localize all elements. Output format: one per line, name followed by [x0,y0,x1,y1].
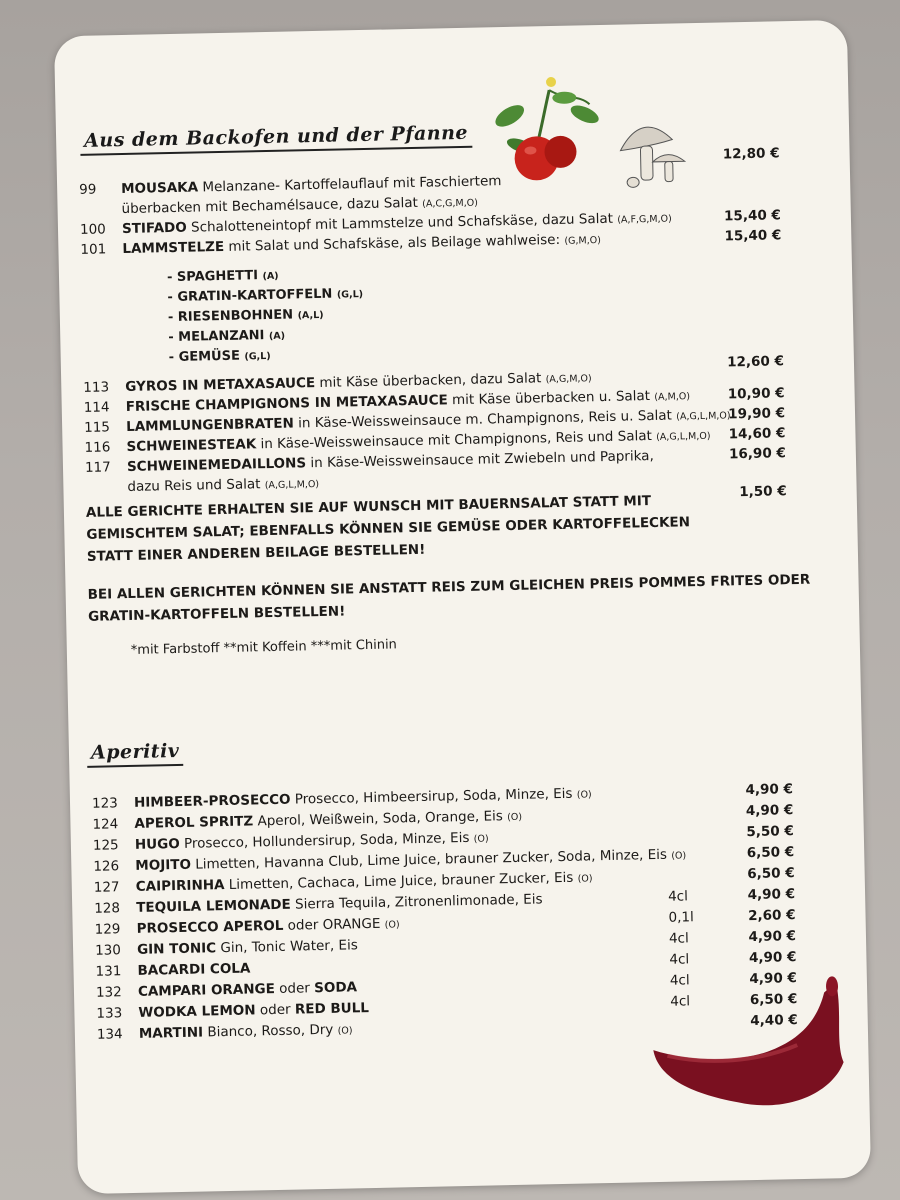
item-name-alt: RED BULL [294,1000,370,1018]
item-price: 12,80 € [722,145,780,163]
item-name: GIN TONIC [136,940,217,958]
item-number: 117 [84,459,111,476]
item-quantity: 4cl [670,993,691,1010]
item-number: 114 [83,399,110,416]
item-price: 5,50 € [746,823,794,841]
item-description [137,961,250,979]
item-details: mit Salat und Schafskäse, als Beilage wahlweise: [228,231,561,255]
note-line: BEI ALLEN GERICHTEN KÖNNEN SIE ANSTATT REIS ZUM GLEICHEN PREIS POMMES FRITES ODER [87,571,811,603]
item-details: Prosecco, Himbeersirup, Soda, Minze, Eis [294,785,573,808]
item-price: 6,50 € [746,844,795,862]
allergen-codes: (O) [384,919,400,931]
allergen-codes: (A,G,L,M,O) [656,430,711,443]
item-details: Gin, Tonic Water, Eis [220,937,358,957]
item-name: MOUSAKA [121,179,199,198]
allergen-codes: (O) [577,873,593,885]
item-price: 4,90 € [748,928,797,946]
item-details: dazu Reis und Salat [127,476,261,495]
item-details: Melanzane- Kartoffelauflauf mit Faschiertem [202,173,502,196]
item-number [85,479,121,480]
item-details: überbacken mit Bechamélsauce, dazu Salat [121,194,419,218]
item-details: Limetten, Havanna Club, Lime Juice, brauner Zucker, Soda, Minze, Eis [195,846,668,873]
allergen-codes: (O) [337,1025,353,1037]
item-price: 10,90 € [727,385,785,403]
item-details: mit Käse überbacken u. Salat [451,388,651,409]
side-label: - GEMÜSE [168,348,241,366]
footnote: *mit Farbstoff **mit Koffein ***mit Chinin [130,637,397,658]
allergen-codes: (A,G,L,M,O) [676,410,731,423]
item-name: FRISCHE CHAMPIGNONS IN METAXASAUCE [125,392,448,416]
item-number: 126 [93,858,120,875]
item-number: 123 [91,795,118,812]
item-name: HUGO [134,835,180,853]
item-number: 134 [96,1026,123,1043]
side-option [167,286,363,305]
item-details: Limetten, Cachaca, Lime Juice, brauner Zucker, Eis [228,869,574,893]
item-number: 133 [96,1005,123,1022]
item-description [138,979,357,1000]
side-label: - RIESENBOHNEN [167,307,294,326]
item-price: 4,90 € [747,886,796,904]
item-number: 115 [83,419,111,436]
item-name: GYROS IN METAXASAUCE [125,375,316,396]
allergen-codes: (A,G,L,M,O) [264,478,320,492]
item-price: 15,40 € [724,227,782,245]
item-price: 2,60 € [747,907,796,925]
item-name: STIFADO [121,219,187,238]
item-price: 15,40 € [723,207,782,225]
allergen-codes: (A,L) [297,309,324,322]
allergen-codes: (O) [576,789,592,801]
item-name: CAIPIRINHA [135,877,225,895]
item-description [137,937,358,958]
item-name: MOJITO [135,856,192,874]
item-price: 6,50 € [747,865,795,883]
allergen-codes: (A) [262,270,279,283]
allergen-codes: (G,M,O) [564,235,602,247]
item-quantity: 4cl [668,930,689,947]
item-name: MARTINI [138,1024,204,1042]
item-number: 128 [94,900,121,917]
item-number [79,201,115,202]
item-name: SCHWEINEMEDAILLONS [126,455,307,475]
item-name-alt: SODA [314,979,358,997]
side-option [168,307,324,325]
item-price: 4,90 € [749,970,798,988]
item-price: 4,90 € [745,781,794,799]
item-details: Sierra Tequila, Zitronenlimonade, Eis [294,891,543,913]
item-price: 14,60 € [728,425,786,443]
item-number: 131 [95,963,122,980]
item-details: Prosecco, Hollundersirup, Soda, Minze, Eis [183,829,470,852]
item-details: Aperol, Weißwein, Soda, Orange, Eis [257,808,503,830]
item-price: 4,90 € [745,802,794,820]
item-name: BACARDI COLA [137,960,251,979]
allergen-codes: (A,C,G,M,O) [422,197,478,210]
item-price: 4,40 € [750,1012,798,1030]
item-quantity: 4cl [669,972,690,989]
item-number: 116 [84,439,111,456]
item-details: in Käse-Weissweinsauce m. Champignons, Reis u. Salat [297,407,673,432]
item-details: oder [259,1001,291,1019]
item-name: LAMMLUNGENBRATEN [125,415,295,436]
allergen-codes: (A) [268,330,286,342]
allergen-codes: (G,L) [336,289,364,301]
allergen-codes: (A,M,O) [654,391,691,403]
item-details: oder ORANGE [287,915,381,934]
allergen-codes: (A,F,G,M,O) [617,213,672,226]
item-number: 129 [94,921,121,938]
item-name: HIMBEER-PROSECCO [133,791,291,811]
allergen-codes: (A,G,M,O) [545,373,592,386]
section-title-backofen: Aus dem Backofen und der Pfanne [84,122,468,152]
item-details: oder [279,980,311,997]
item-details: Schalotteneintopf mit Lammstelze und Schafskäse, dazu Salat [190,210,614,236]
note-line: STATT EINER ANDEREN BEILAGE BESTELLEN! [86,541,426,565]
note-line: ALLE GERICHTE ERHALTEN SIE AUF WUNSCH MIT BAUERNSALAT STATT MIT [85,493,652,521]
item-price: 16,90 € [728,445,787,463]
item-number: 113 [83,379,110,396]
allergen-codes: (G,L) [244,350,271,363]
item-quantity: 4cl [669,951,690,968]
item-number: 125 [92,837,119,854]
tomato-illustration [489,69,611,181]
item-name: TEQUILA LEMONADE [136,896,291,916]
side-label: - SPAGHETTI [166,268,259,286]
item-details: Bianco, Rosso, Dry [207,1021,334,1041]
section-title-aperitiv: Aperitiv [91,740,180,764]
allergen-codes: (O) [671,850,687,862]
item-name: APEROL SPRITZ [134,813,254,832]
item-price: 19,90 € [728,405,786,423]
side-label: - MELANZANI [168,328,265,346]
side-option [167,268,279,285]
item-details: in Käse-Weissweinsauce mit Zwiebeln und Paprika, [310,447,654,472]
item-details: in Käse-Weissweinsauce mit Champignons, Reis und Salat [260,427,653,453]
item-number: 132 [95,984,122,1001]
menu-card [54,20,871,1194]
item-name: WODKA LEMON [138,1002,256,1021]
item-price: 6,50 € [749,991,798,1009]
item-name: SCHWEINESTEAK [126,436,257,455]
item-quantity: 4cl [667,888,689,905]
item-quantity: 0,1l [668,909,694,926]
note-bauernsalat-price: 1,50 € [739,483,787,501]
wine-illustration [646,972,859,1126]
side-option [168,328,285,345]
item-name: CAMPARI ORANGE [137,981,276,1000]
item-number: 127 [93,879,120,896]
item-number: 99 [79,181,97,198]
item-description [127,475,319,495]
item-number: 124 [92,816,119,833]
item-details: mit Käse überbacken, dazu Salat [319,370,542,391]
allergen-codes: (O) [473,833,489,845]
item-name: PROSECCO APEROL [136,917,284,937]
item-description [139,1021,353,1041]
item-name: LAMMSTELZE [122,238,225,258]
item-number: 130 [94,942,122,959]
note-line: GRATIN-KARTOFFELN BESTELLEN! [87,603,346,625]
item-number: 101 [80,241,107,258]
side-option [169,348,271,365]
item-price: 12,60 € [726,353,785,371]
allergen-codes: (O) [507,811,523,824]
item-number: 100 [79,221,106,238]
item-price: 4,90 € [748,949,797,967]
note-line: GEMISCHTEM SALAT; EBENFALLS KÖNNEN SIE GEMÜSE ODER KARTOFFELECKEN [86,514,691,543]
item-description [138,1000,369,1021]
side-label: - GRATIN-KARTOFFELN [167,286,333,306]
